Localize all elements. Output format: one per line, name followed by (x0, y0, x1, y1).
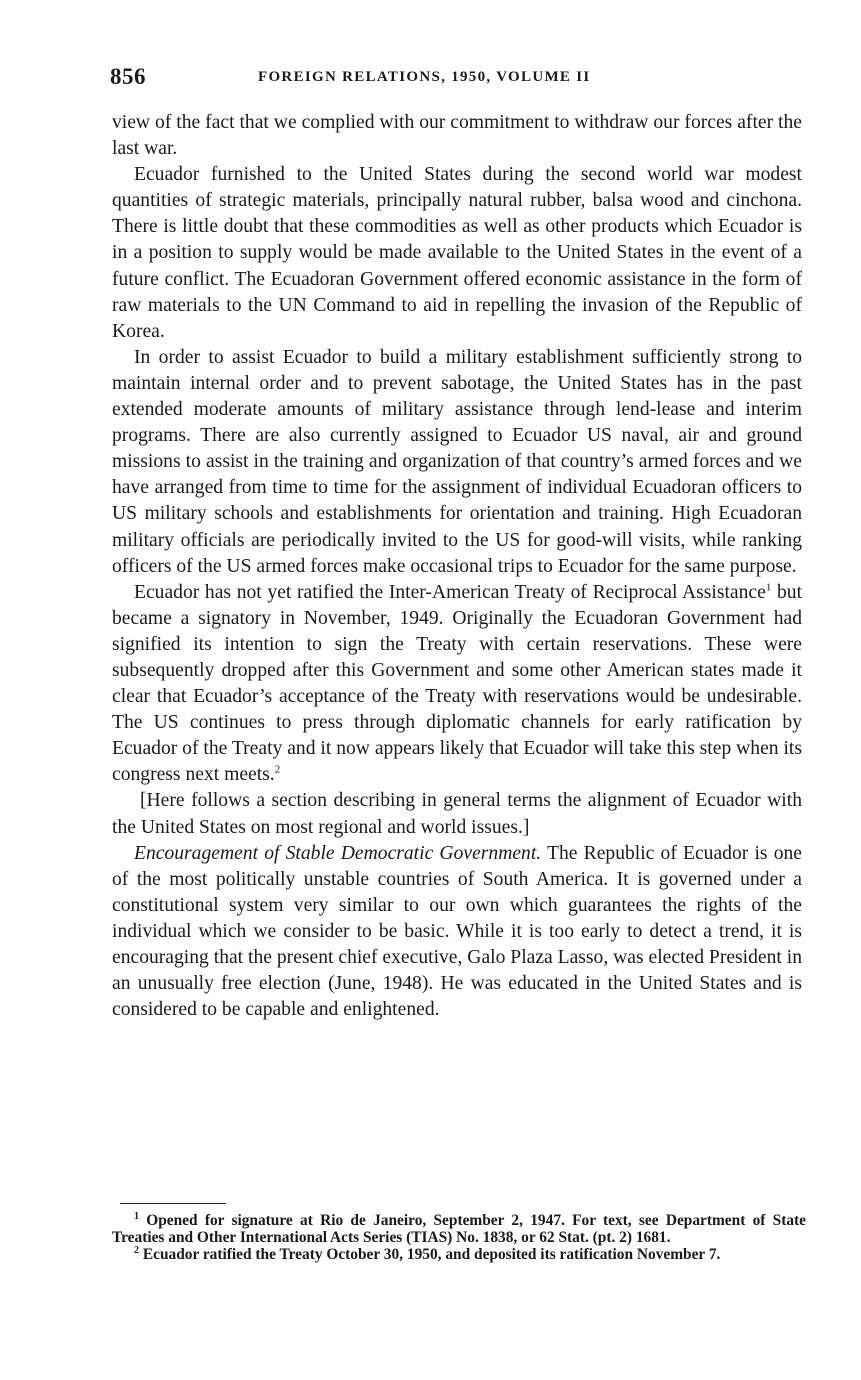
page-number: 856 (110, 64, 146, 89)
footnote-reference-2: 2 (274, 763, 281, 776)
footnote-divider (120, 1203, 226, 1204)
paragraph-rio-treaty-text-b: but became a signatory in November, 1949. Originally the Ecuadoran Government had signified its intention to sign the Treaty with certain reservations. These were subsequently dropped after this Government and some other American states made it clear that Ecuador’s acceptance of the Treaty with reservations would be undesirable. The US continues to press through diplomatic channels for early ratification by Ecuador of the Treaty and it now appears likely that Ecuador will take this step when its congress next meets. (112, 581, 803, 786)
editorial-note: [Here follows a section describing in general terms the alignment of Ecuador with the United States on most regional and world issues.] (112, 790, 802, 838)
paragraph-rio-treaty-text-a: Ecuador has not yet ratified the Inter-American Treaty of Reciprocal Assistance (134, 581, 766, 603)
paragraph-military-assistance: In order to assist Ecuador to build a military establishment sufficiently strong to maintain internal order and to prevent sabotage, the United States has in the past extended moderate amounts of military assistance through lend-lease and interim programs. There are also currently assigned to Ecuador US naval, air and ground missions to assist in the training and organization of that country’s armed forces and we have arranged from time to time for the assignment of individual Ecuadoran officers to US military schools and establishments for orientation and training. High Ecuadoran military officials are periodically invited to the US for good-will visits, while ranking officers of the US armed forces make occasional trips to Ecuador for the same purpose. (112, 346, 802, 577)
footnote-1 (112, 1212, 806, 1246)
footnote-reference-1: 1 (765, 581, 772, 593)
footnote-2 (112, 1246, 806, 1263)
footnotes (112, 1212, 806, 1264)
footnote-marker-1: 1 (134, 1211, 139, 1222)
paragraph-rio-treaty (112, 580, 802, 789)
paragraph-democratic-government (112, 841, 802, 1024)
body-text (112, 110, 802, 1023)
paragraph-democratic-government-text: The Republic of Ecuador is one of the most politically unstable countries of South America. It is governed under a constitutional system very similar to our own which guarantees the rights of the individual which we consider to be basic. While it is too early to detect a trend, it is encouraging that the present chief executive, Galo Plaza Lasso, was elected President in an unusually free election (June, 1948). He was educated in the United States and is considered to be capable and enlightened. (112, 842, 802, 1021)
footnote-text-1: Opened for signature at Rio de Janeiro, September 2, 1947. For text, see Department of State Treaties and Other International Acts Series (TIAS) No. 1838, or 62 Stat. (pt. 2) 1681. (112, 1212, 806, 1247)
paragraph-continuation: view of the fact that we complied with our commitment to withdraw our forces after the last war. (112, 112, 802, 160)
footnote-text-2: Ecuador ratified the Treaty October 30, 1950, and deposited its ratification November 7. (139, 1246, 721, 1264)
page-header (110, 64, 810, 94)
section-subheading: Encouragement of Stable Democratic Government. (134, 842, 542, 864)
footnote-marker-2: 2 (134, 1245, 139, 1257)
running-head: FOREIGN RELATIONS, 1950, VOLUME II (258, 69, 591, 85)
paragraph-strategic-materials: Ecuador furnished to the United States during the second world war modest quantities of strategic materials, principally natural rubber, balsa wood and cinchona. There is little doubt that these commodities as well as other products which Ecuador is in a position to supply would be made available to the United States in the event of a future conflict. The Ecuadoran Government offered economic assistance in the form of raw materials to the UN Command to aid in repelling the invasion of the Republic of Korea. (112, 164, 802, 342)
